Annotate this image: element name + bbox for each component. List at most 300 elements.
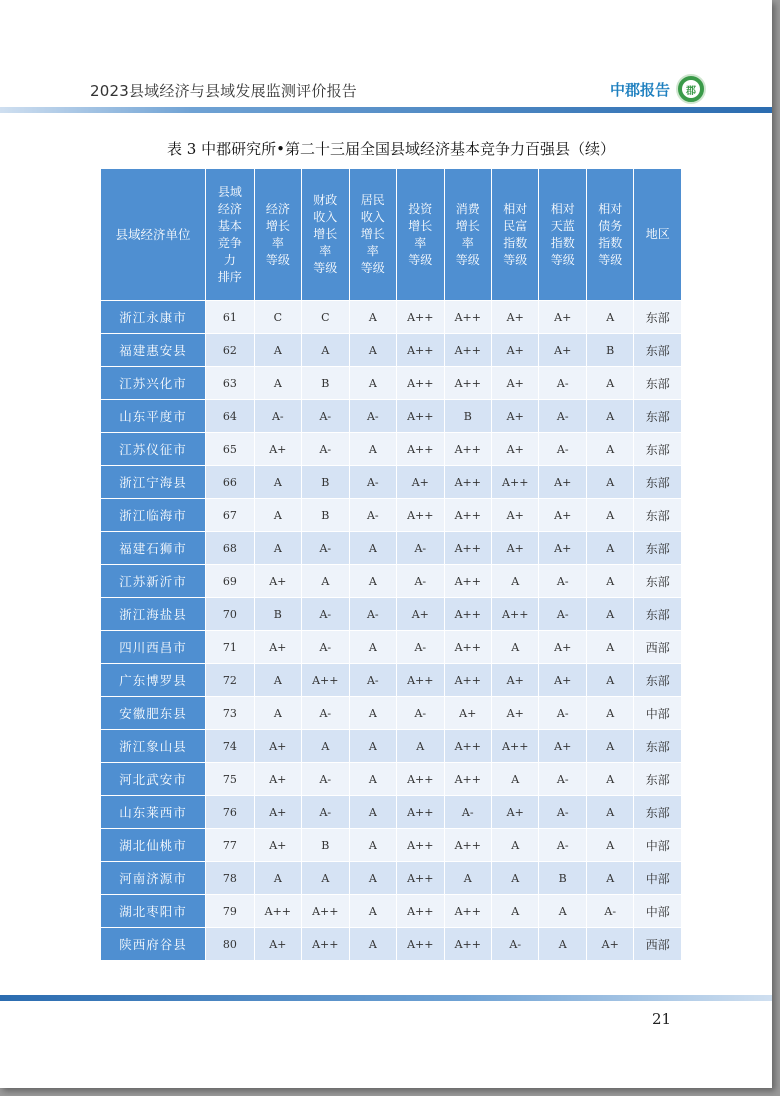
grade-cell: A++ [397, 334, 444, 367]
table-row [101, 565, 682, 598]
column-header-line: 指数 [503, 235, 528, 250]
grade-cell: A- [254, 400, 301, 433]
grade-cell: A++ [444, 433, 491, 466]
grade-cell: A [254, 334, 301, 367]
table-caption: 表 3 中郡研究所•第二十三届全国县域经济基本竞争力百强县（续） [167, 140, 615, 158]
grade-cell: A [586, 532, 633, 565]
column-header-line: 等级 [265, 252, 290, 267]
county-name-cell: 湖北仙桃市 [101, 829, 206, 862]
grade-cell: A [492, 565, 539, 598]
grade-cell: A++ [444, 829, 491, 862]
column-header-line: 率 [366, 244, 379, 258]
rank-cell: 70 [206, 598, 255, 631]
grade-cell: A+ [397, 466, 444, 499]
column-header-line: 经济 [265, 201, 290, 216]
county-name-cell: 河北武安市 [101, 763, 206, 796]
grade-cell: A+ [492, 301, 539, 334]
logo-glyph: 郡 [682, 80, 700, 98]
grade-cell: A++ [492, 466, 539, 499]
column-header-line: 率 [414, 235, 427, 250]
grade-cell: A [586, 499, 633, 532]
rank-cell: 80 [206, 928, 255, 961]
rank-cell: 73 [206, 697, 255, 730]
column-header-line: 增长 [455, 218, 480, 233]
grade-cell: A++ [444, 301, 491, 334]
column-header [492, 169, 539, 301]
grade-cell: A- [302, 763, 349, 796]
grade-cell: A++ [444, 928, 491, 961]
column-header [254, 169, 301, 301]
region-cell: 东部 [634, 499, 682, 532]
column-header [444, 169, 491, 301]
region-cell: 东部 [634, 466, 682, 499]
rank-cell: 63 [206, 367, 255, 400]
column-header [206, 169, 255, 301]
grade-cell: A [586, 367, 633, 400]
grade-cell: A++ [444, 730, 491, 763]
grade-cell: A+ [492, 532, 539, 565]
grade-cell: A- [397, 631, 444, 664]
grade-cell: A- [539, 367, 586, 400]
rank-cell: 69 [206, 565, 255, 598]
page-number: 21 [652, 1010, 672, 1028]
grade-cell: A++ [444, 334, 491, 367]
grade-cell: A [586, 862, 633, 895]
column-header [302, 169, 349, 301]
report-title: 2023县域经济与县域发展监测评价报告 [90, 82, 357, 100]
grade-cell: A [586, 796, 633, 829]
county-name-cell: 浙江象山县 [101, 730, 206, 763]
column-header-line: 力 [223, 252, 236, 267]
column-header-line: 地区 [645, 227, 670, 241]
grade-cell: A++ [397, 895, 444, 928]
grade-cell: A [349, 631, 396, 664]
rank-cell: 77 [206, 829, 255, 862]
grade-cell: A [302, 862, 349, 895]
grade-cell: A- [492, 928, 539, 961]
grade-cell: A [586, 565, 633, 598]
grade-cell: A- [397, 697, 444, 730]
grade-cell: A- [302, 631, 349, 664]
grade-cell: A+ [254, 763, 301, 796]
brand [610, 74, 706, 104]
column-header-line: 等级 [408, 252, 433, 267]
grade-cell: A [586, 730, 633, 763]
region-cell: 中部 [634, 697, 682, 730]
county-name-cell: 山东莱西市 [101, 796, 206, 829]
region-cell: 东部 [634, 664, 682, 697]
column-header-line: 投资 [408, 201, 433, 216]
column-header-line: 消费 [455, 201, 480, 216]
rank-cell: 79 [206, 895, 255, 928]
region-cell: 东部 [634, 367, 682, 400]
grade-cell: A++ [397, 862, 444, 895]
county-name-cell: 山东平度市 [101, 400, 206, 433]
grade-cell: A- [539, 763, 586, 796]
grade-cell: A- [302, 433, 349, 466]
grade-cell: A [492, 631, 539, 664]
grade-cell: A++ [302, 895, 349, 928]
grade-cell: A [586, 763, 633, 796]
grade-cell: A- [302, 532, 349, 565]
grade-cell: A+ [539, 466, 586, 499]
table-row [101, 631, 682, 664]
grade-cell: A- [444, 796, 491, 829]
grade-cell: B [302, 829, 349, 862]
grade-cell: A++ [444, 367, 491, 400]
grade-cell: A++ [397, 499, 444, 532]
region-cell: 东部 [634, 730, 682, 763]
column-header-line: 等级 [503, 252, 528, 267]
grade-cell: A+ [397, 598, 444, 631]
grade-cell: A+ [254, 433, 301, 466]
county-name-cell: 浙江宁海县 [101, 466, 206, 499]
grade-cell: A [586, 301, 633, 334]
rank-cell: 62 [206, 334, 255, 367]
grade-cell: A+ [492, 400, 539, 433]
grade-cell: B [539, 862, 586, 895]
column-header-line: 增长 [265, 218, 290, 233]
grade-cell: A+ [492, 697, 539, 730]
region-cell: 中部 [634, 829, 682, 862]
column-header-line: 等级 [598, 252, 623, 267]
grade-cell: A- [539, 796, 586, 829]
grade-cell: A++ [444, 664, 491, 697]
grade-cell: C [254, 301, 301, 334]
column-header-line: 等级 [455, 252, 480, 267]
table-row [101, 763, 682, 796]
table-row [101, 400, 682, 433]
grade-cell: A++ [397, 763, 444, 796]
column-header-line: 县域经济单位 [115, 227, 191, 242]
rank-cell: 72 [206, 664, 255, 697]
grade-cell: A [586, 466, 633, 499]
grade-cell: A [539, 895, 586, 928]
grade-cell: A++ [397, 433, 444, 466]
table-row [101, 598, 682, 631]
column-header-line: 竞争 [217, 235, 242, 250]
table-row [101, 367, 682, 400]
grade-cell: A+ [254, 565, 301, 598]
grade-cell: A [397, 730, 444, 763]
grade-cell: A [254, 697, 301, 730]
grade-cell: A+ [492, 796, 539, 829]
grade-cell: A+ [539, 532, 586, 565]
table-row [101, 895, 682, 928]
grade-cell: A [302, 565, 349, 598]
column-header-line: 经济 [217, 201, 242, 216]
grade-cell: A+ [444, 697, 491, 730]
grade-cell: B [302, 367, 349, 400]
grade-cell: A [349, 334, 396, 367]
grade-cell: A+ [492, 367, 539, 400]
grade-cell: A+ [539, 730, 586, 763]
county-name-cell: 江苏兴化市 [101, 367, 206, 400]
grade-cell: A- [349, 598, 396, 631]
column-header-line: 增长 [360, 227, 385, 241]
grade-cell: A [254, 532, 301, 565]
grade-cell: A- [586, 895, 633, 928]
region-cell: 中部 [634, 862, 682, 895]
table-row [101, 466, 682, 499]
grade-cell: A- [349, 400, 396, 433]
grade-cell: A [254, 466, 301, 499]
table-row [101, 697, 682, 730]
column-header [349, 169, 396, 301]
rank-cell: 71 [206, 631, 255, 664]
grade-cell: A++ [444, 565, 491, 598]
column-header-line: 收入 [313, 210, 338, 224]
rank-cell: 78 [206, 862, 255, 895]
column-header-line: 增长 [408, 218, 433, 233]
county-name-cell: 浙江临海市 [101, 499, 206, 532]
grade-cell: A- [349, 499, 396, 532]
column-header [586, 169, 633, 301]
grade-cell: A [586, 664, 633, 697]
header-divider [0, 107, 772, 113]
grade-cell: A++ [397, 796, 444, 829]
grade-cell: A+ [254, 730, 301, 763]
table-row [101, 928, 682, 961]
grade-cell: B [586, 334, 633, 367]
county-name-cell: 浙江永康市 [101, 301, 206, 334]
grade-cell: A [539, 928, 586, 961]
table-row [101, 829, 682, 862]
grade-cell: A [302, 334, 349, 367]
region-cell: 西部 [634, 928, 682, 961]
region-cell: 东部 [634, 598, 682, 631]
rank-cell: 65 [206, 433, 255, 466]
grade-cell: A [444, 862, 491, 895]
grade-cell: A++ [444, 895, 491, 928]
grade-cell: A [492, 895, 539, 928]
grade-cell: A++ [444, 499, 491, 532]
column-header-line: 县域 [217, 184, 242, 199]
county-name-cell: 陕西府谷县 [101, 928, 206, 961]
grade-cell: A [254, 499, 301, 532]
grade-cell: A [492, 862, 539, 895]
grade-cell: A [586, 829, 633, 862]
grade-cell: A [302, 730, 349, 763]
region-cell: 东部 [634, 565, 682, 598]
rank-cell: 66 [206, 466, 255, 499]
grade-cell: A++ [397, 367, 444, 400]
grade-cell: A+ [492, 499, 539, 532]
grade-cell: A [492, 763, 539, 796]
grade-cell: A+ [254, 928, 301, 961]
column-header-line: 相对 [503, 201, 528, 216]
grade-cell: A [349, 532, 396, 565]
grade-cell: A- [302, 796, 349, 829]
region-cell: 中部 [634, 895, 682, 928]
region-cell: 西部 [634, 631, 682, 664]
table-header-row [101, 169, 682, 301]
column-header-line: 增长 [313, 227, 338, 241]
grade-cell: A++ [492, 598, 539, 631]
grade-cell: A [586, 598, 633, 631]
county-name-cell: 浙江海盐县 [101, 598, 206, 631]
column-header-line: 指数 [550, 235, 575, 250]
grade-cell: A- [302, 400, 349, 433]
grade-cell: A++ [397, 301, 444, 334]
region-cell: 东部 [634, 763, 682, 796]
brand-name: 中郡报告 [610, 80, 671, 99]
county-name-cell: 福建石狮市 [101, 532, 206, 565]
column-header-line: 收入 [360, 210, 385, 224]
grade-cell: A [349, 367, 396, 400]
county-name-cell: 安徽肥东县 [101, 697, 206, 730]
table-row [101, 796, 682, 829]
logo-icon [676, 74, 706, 104]
grade-cell: A [349, 895, 396, 928]
grade-cell: A++ [444, 466, 491, 499]
column-header-line: 天蓝 [550, 218, 575, 233]
grade-cell: A [349, 697, 396, 730]
grade-cell: A+ [492, 334, 539, 367]
grade-cell: A [349, 796, 396, 829]
rank-cell: 76 [206, 796, 255, 829]
grade-cell: B [444, 400, 491, 433]
table-body [101, 301, 682, 961]
grade-cell: A- [539, 565, 586, 598]
rank-cell: 68 [206, 532, 255, 565]
grade-cell: A- [302, 598, 349, 631]
grade-cell: A [349, 433, 396, 466]
rank-cell: 61 [206, 301, 255, 334]
county-name-cell: 广东博罗县 [101, 664, 206, 697]
table-row [101, 664, 682, 697]
grade-cell: A- [539, 829, 586, 862]
table-row [101, 499, 682, 532]
region-cell: 东部 [634, 301, 682, 334]
column-header [634, 169, 682, 301]
grade-cell: A- [397, 532, 444, 565]
grade-cell: A++ [254, 895, 301, 928]
grade-cell: B [254, 598, 301, 631]
grade-cell: A [349, 565, 396, 598]
grade-cell: A++ [397, 664, 444, 697]
grade-cell: A+ [539, 334, 586, 367]
grade-cell: A+ [586, 928, 633, 961]
rank-cell: 67 [206, 499, 255, 532]
grade-cell: A- [349, 664, 396, 697]
grade-cell: A [349, 829, 396, 862]
grade-cell: B [302, 466, 349, 499]
region-cell: 东部 [634, 334, 682, 367]
column-header-line: 率 [461, 235, 474, 250]
region-cell: 东部 [634, 796, 682, 829]
county-name-cell: 江苏仪征市 [101, 433, 206, 466]
column-header-line: 排序 [217, 269, 242, 284]
column-header-line: 率 [319, 244, 332, 258]
grade-cell: A+ [539, 664, 586, 697]
grade-cell: A+ [539, 301, 586, 334]
grade-cell: A+ [539, 499, 586, 532]
column-header [397, 169, 444, 301]
table-row [101, 301, 682, 334]
grade-cell: A- [302, 697, 349, 730]
column-header-line: 债务 [598, 218, 623, 233]
grade-cell: A++ [444, 532, 491, 565]
grade-cell: A+ [539, 631, 586, 664]
column-header-line: 相对 [598, 201, 623, 216]
column-header-line: 指数 [598, 235, 623, 250]
grade-cell: A [492, 829, 539, 862]
column-header-line: 财政 [313, 193, 338, 207]
grade-cell: A+ [492, 664, 539, 697]
grade-cell: A [254, 367, 301, 400]
grade-cell: A [586, 400, 633, 433]
rank-cell: 64 [206, 400, 255, 433]
column-header-line: 民富 [503, 218, 528, 233]
table-row [101, 433, 682, 466]
grade-cell: A++ [397, 400, 444, 433]
column-header-line: 基本 [217, 218, 242, 233]
grade-cell: A- [539, 697, 586, 730]
grade-cell: A+ [254, 631, 301, 664]
grade-cell: A+ [254, 796, 301, 829]
county-name-cell: 四川西昌市 [101, 631, 206, 664]
grade-cell: A [586, 697, 633, 730]
grade-cell: A++ [444, 763, 491, 796]
grade-cell: A++ [444, 631, 491, 664]
grade-cell: A- [539, 400, 586, 433]
county-name-cell: 江苏新沂市 [101, 565, 206, 598]
grade-cell: A [349, 301, 396, 334]
grade-cell: A- [539, 433, 586, 466]
grade-cell: A++ [397, 928, 444, 961]
county-name-cell: 湖北枣阳市 [101, 895, 206, 928]
rank-cell: 75 [206, 763, 255, 796]
column-header-line: 等级 [550, 252, 575, 267]
grade-cell: A+ [492, 433, 539, 466]
grade-cell: A [254, 862, 301, 895]
column-header [101, 169, 206, 301]
table-row [101, 532, 682, 565]
region-cell: 东部 [634, 532, 682, 565]
table-row [101, 862, 682, 895]
rank-cell: 74 [206, 730, 255, 763]
grade-cell: A [349, 763, 396, 796]
grade-cell: A++ [397, 829, 444, 862]
county-name-cell: 福建惠安县 [101, 334, 206, 367]
grade-cell: A [586, 433, 633, 466]
region-cell: 东部 [634, 433, 682, 466]
footer-divider [0, 995, 772, 1001]
table-row [101, 730, 682, 763]
column-header-line: 相对 [550, 201, 575, 216]
grade-cell: B [302, 499, 349, 532]
ranking-table [100, 168, 682, 961]
region-cell: 东部 [634, 400, 682, 433]
grade-cell: A++ [302, 928, 349, 961]
grade-cell: A++ [444, 598, 491, 631]
grade-cell: A++ [302, 664, 349, 697]
county-name-cell: 河南济源市 [101, 862, 206, 895]
column-header-line: 居民 [360, 193, 385, 207]
grade-cell: C [302, 301, 349, 334]
grade-cell: A [349, 730, 396, 763]
grade-cell: A+ [254, 829, 301, 862]
column-header-line: 等级 [313, 261, 338, 275]
grade-cell: A++ [492, 730, 539, 763]
grade-cell: A- [539, 598, 586, 631]
table-row [101, 334, 682, 367]
column-header-line: 等级 [360, 261, 385, 275]
grade-cell: A- [349, 466, 396, 499]
grade-cell: A [586, 631, 633, 664]
grade-cell: A [349, 862, 396, 895]
